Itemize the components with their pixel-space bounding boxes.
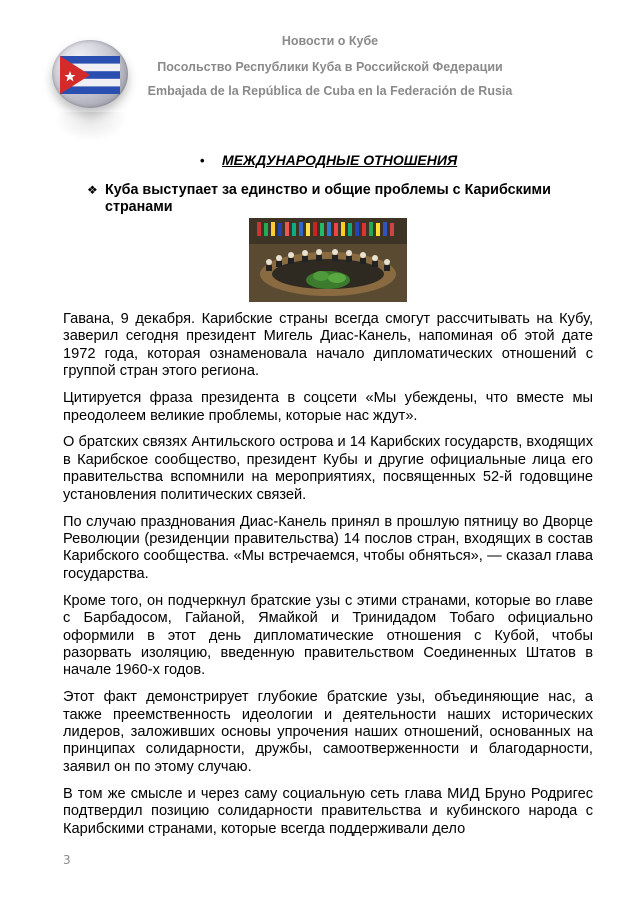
embassy-logo <box>52 40 128 108</box>
paragraph-2: Цитируется фраза президента в соцсети «Мы убеждены, что вместе мы преодолеем великие проблемы, которые нас ждут». <box>63 390 593 424</box>
header-news-title: Новости о Кубе <box>281 34 379 48</box>
article-bullet-icon: ❖ <box>87 183 98 197</box>
article-photo <box>249 218 407 302</box>
header-embassy-es: Embajada de la República de Cuba en la Federación de Rusia <box>147 84 513 98</box>
paragraph-7: В том же смысле и через саму социальную сеть глава МИД Бруно Родригес подтвердил позицию солидарности правительства и кубинского народа с Карибскими странами, которые всегда поддерживали дело <box>63 785 593 837</box>
logo-reflection <box>54 112 128 142</box>
page-number: 3 <box>63 853 71 867</box>
header-embassy-ru: Посольство Республики Куба в Российской Федерации <box>157 60 503 74</box>
paragraph-1: Гавана, 9 декабря. Карибские страны всегда смогут рассчитывать на Кубу, заверил сегодня президент Мигель Диас-Канель, напоминая об этой дате 1972 года, которая ознаменовала начало дипломатических отношений с группой стран этого региона. <box>63 311 593 380</box>
cuba-flag-icon <box>60 56 120 94</box>
section-bullet: • <box>200 153 205 168</box>
paragraph-5: Кроме того, он подчеркнул братские узы с этими странами, которые во главе с Барбадосом, Гайаной, Ямайкой и Тринидадом Тобаго официально оформили в этот день дипломатические отношения с Кубой, чтобы разорвать изоляцию, введенную правительством Соединенных Штатов в начале 1960-х годов. <box>63 592 593 679</box>
section-title: МЕЖДУНАРОДНЫЕ ОТНОШЕНИЯ <box>222 152 458 168</box>
article-title: Куба выступает за единство и общие проблемы с Карибскими странами <box>105 182 551 215</box>
article-body <box>63 311 593 847</box>
paragraph-6: Этот факт демонстрирует глубокие братские узы, объединяющие нас, а также преемственность идеологии и деятельности наших исторических лидеров, заложивших основы упрочения наших отношений, основанных на принципах солидарности, дружбы, самоотверженности и благодарности, заявил он по этому случаю. <box>63 689 593 775</box>
paragraph-3: О братских связях Антильского острова и 14 Карибских государств, входящих в Карибское сообщество, президент Кубы и другие официальные лица его правительства вспомнили на мероприятиях, посвященных 52-й годовщине установления политических связей. <box>63 434 593 503</box>
paragraph-4: По случаю празднования Диас-Канель принял в прошлую пятницу во Дворце Революции (резиденции правительства) 14 послов стран, входящих в состав Карибского сообщества. «Мы встречаемся, чтобы обняться», — сказал глава государства. <box>63 513 593 582</box>
